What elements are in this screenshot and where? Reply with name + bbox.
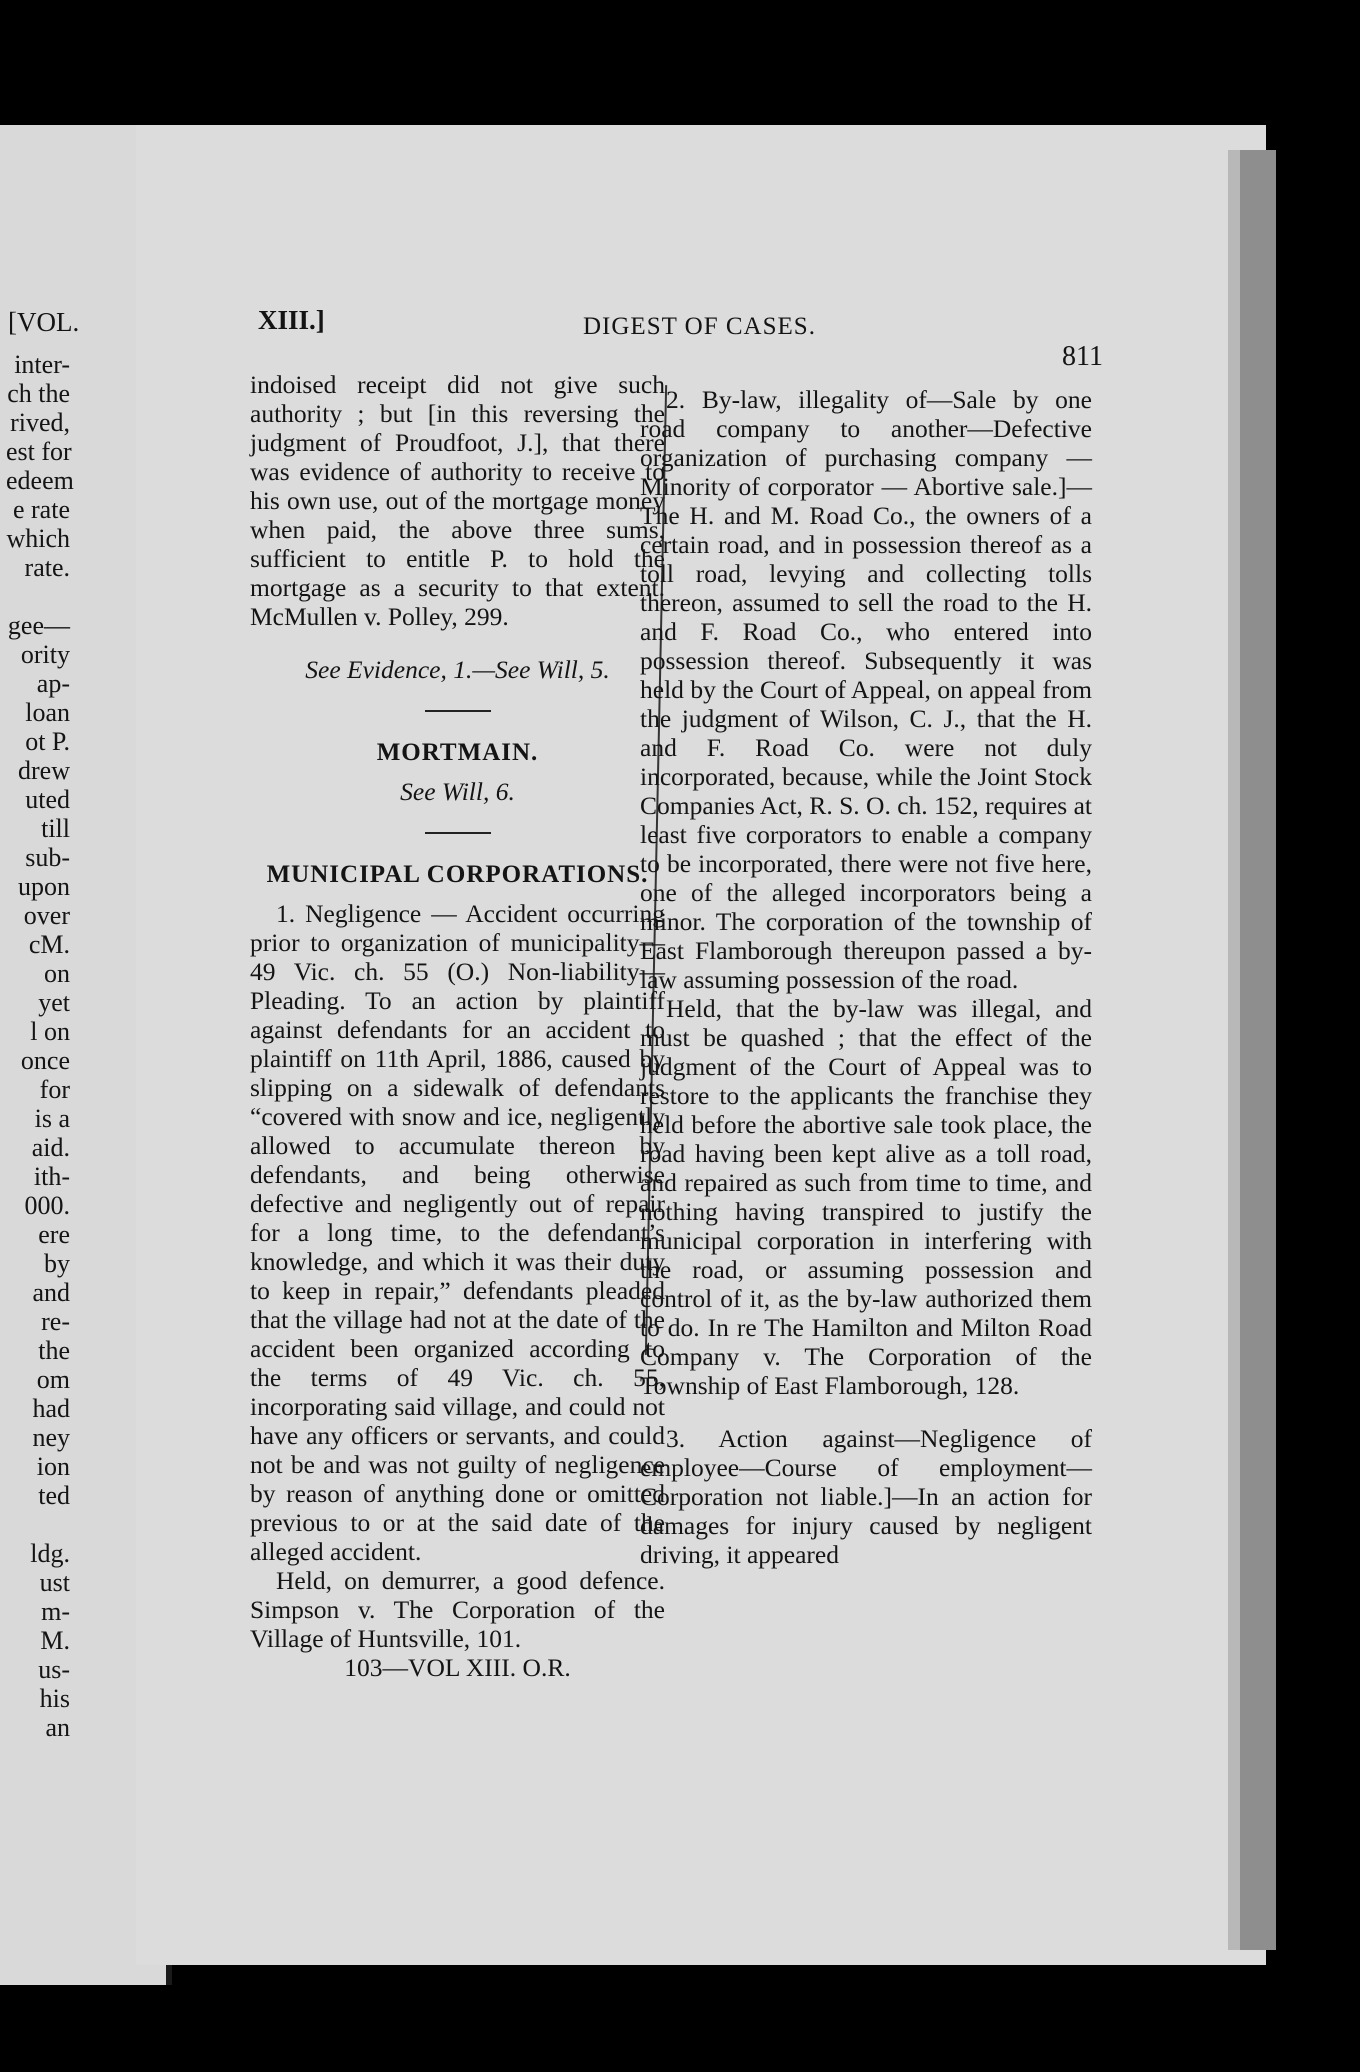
facing-page-line: is a	[34, 1104, 70, 1133]
facing-page-line: over	[23, 901, 70, 930]
section-rule	[425, 832, 491, 834]
facing-page-line: M.	[40, 1626, 70, 1655]
page-number: 811	[1062, 341, 1103, 372]
continuation-paragraph: indoised receipt did not give such authority ; but [in this reversing the judgment of Proudfoot, J.], that there was evidence of authority to receive to his own use, out of the mortgage money when paid, the above three sums, sufficient to entitle P. to hold the mortgage as a security to that extent. McMullen v. Polley, 299.	[250, 370, 665, 631]
facing-page-line: yet	[38, 988, 70, 1017]
facing-page-line: ust	[39, 1568, 70, 1597]
facing-page-line: 000.	[24, 1191, 70, 1220]
facing-page-line: rate.	[24, 553, 70, 582]
facing-page-line: an	[45, 1713, 70, 1742]
facing-page-line: by	[44, 1249, 70, 1278]
facing-page-line	[6, 1510, 70, 1539]
entry-1-held: Held, on demurrer, a good defence. Simpson v. The Corporation of the Village of Huntsville, 101.	[250, 1566, 665, 1653]
facing-page-line: l on	[30, 1017, 70, 1046]
facing-page-line: which	[6, 524, 70, 553]
municipal-corporations-heading: MUNICIPAL CORPORATIONS.	[266, 861, 649, 888]
facing-page-line: and	[32, 1278, 70, 1307]
facing-page-line: drew	[18, 756, 70, 785]
entry-2: 2. By-law, illegality of—Sale by one road company to another—Defective organization of purchasing company — Minority of corporator — Abortive sale.]—The H. and M. Road Co., the owners of a certain road, and in possession thereof as a toll road, levying and collecting tolls thereon, assumed to sell the road to the H. and F. Road Co., who entered into possession thereof. Subsequently it was held by the Court of Appeal, on appeal from the judgment of Wilson, C. J., that the H. and F. Road Co. were not duly incorporated, because, while the Joint Stock Companies Act, R. S. O. ch. 152, requires at least five corporators to enable a company to be incorporated, there were not five here, one of the alleged incorporators being a minor. The corporation of the township of East Flamborough thereupon passed a by-law assuming possession of the road.	[640, 385, 1092, 994]
facing-page-line: ion	[36, 1452, 70, 1481]
facing-page-line: uted	[25, 785, 70, 814]
facing-page-line: re-	[41, 1307, 70, 1336]
page-edge-shadow	[1228, 150, 1240, 1950]
facing-page-line: the	[38, 1336, 70, 1365]
facing-page-line: upon	[18, 872, 70, 901]
facing-page-line: inter-	[14, 350, 70, 379]
volume-marker: XIII.]	[258, 305, 325, 335]
facing-page-line: ted	[38, 1481, 70, 1510]
facing-page-line: e rate	[12, 495, 70, 524]
facing-page-line: on	[44, 959, 70, 988]
facing-page-line: ap-	[36, 669, 70, 698]
facing-page-line: aid.	[31, 1133, 70, 1162]
facing-page-line: loan	[25, 698, 70, 727]
facing-page-line: est for	[6, 437, 72, 466]
facing-page-header: [VOL.	[8, 307, 80, 337]
facing-page-line: gee—	[7, 611, 70, 640]
section-rule	[425, 710, 491, 712]
facing-page-line: had	[32, 1394, 70, 1423]
facing-page-line: om	[36, 1365, 70, 1394]
facing-page-line	[6, 582, 70, 611]
facing-page-line: ldg.	[30, 1539, 70, 1568]
facing-page-line: for	[39, 1075, 70, 1104]
facing-page-line: ith-	[33, 1162, 70, 1191]
left-column	[250, 370, 665, 1682]
facing-page-line: ch the	[7, 379, 70, 408]
facing-page-line: once	[20, 1046, 70, 1075]
signature-footer: 103—VOL XIII. O.R.	[344, 1653, 571, 1682]
facing-page-line: us-	[38, 1655, 70, 1684]
mortmain-heading: MORTMAIN.	[376, 739, 539, 766]
entry-1: 1. Negligence — Accident occurring prior to organization of municipality—49 Vic. ch. 55 (O.) Non-liability—Pleading. To an action by plaintiff against defendants for an accident to plaintiff on 11th April, 1886, caused by slipping on a sidewalk of defendants “covered with snow and ice, negligently allowed to accumulate thereon by defendants, and being otherwise defective and negligently out of repair for a long time, to the defendant’s knowledge, and which it was their duty to keep in repair,” defendants pleaded that the village had not at the date of the accident been organized according to the terms of 49 Vic. ch. 55, incorporating said village, and could not have any officers or servants, and could not be and was not guilty of negligence by reason of anything done or omitted previous to or at the said date of the alleged accident.	[250, 899, 665, 1566]
facing-page-line: cM.	[28, 930, 70, 959]
facing-page-lines	[6, 350, 74, 1742]
mortmain-cross-reference: See Will, 6.	[400, 777, 515, 806]
facing-page-line: ere	[38, 1220, 70, 1249]
facing-page-line: his	[39, 1684, 70, 1713]
page-header	[258, 305, 1103, 372]
facing-page-line: sub-	[25, 843, 70, 872]
entry-2-held: Held, that the by-law was illegal, and must be quashed ; that the effect of the judgment of the Court of Appeal was to restore to the applicants the franchise they held before the abortive sale took place, the road having been kept alive as a toll road, and repaired as such from time to time, and nothing having transpired to justify the municipal corporation in interfering with the road, or assuming possession and control of it, as the by-law authorized them to do. In re The Hamilton and Milton Road Company v. The Corporation of the Township of East Flamborough, 128.	[640, 994, 1092, 1400]
facing-page-line: edeem	[6, 466, 74, 495]
facing-page-line: ney	[32, 1423, 70, 1452]
page-edge	[1240, 150, 1276, 1950]
facing-page-line: rived,	[10, 408, 70, 437]
facing-page-line: m-	[41, 1597, 70, 1626]
running-title: DIGEST OF CASES.	[583, 313, 816, 340]
facing-page-line: ority	[20, 640, 70, 669]
entry-3: 3. Action against—Negligence of employee—Course of employment—Corporation not liable.]—In an action for damages for injury caused by negligent driving, it appeared	[640, 1424, 1092, 1569]
facing-page-line: ot P.	[25, 727, 70, 756]
facing-page-line: till	[41, 814, 70, 843]
see-also-line: See Evidence, 1.—See Will, 5.	[305, 655, 610, 684]
right-column	[640, 385, 1092, 1569]
